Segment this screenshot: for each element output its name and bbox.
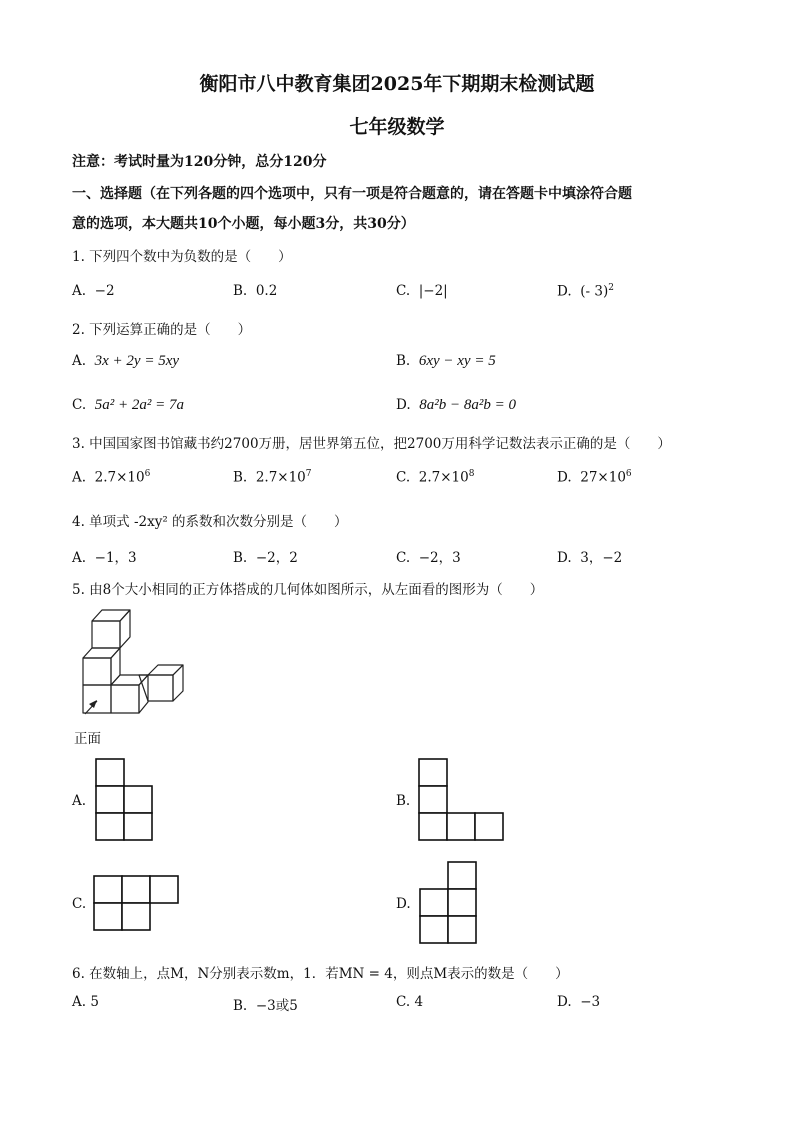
option-label: D. (557, 283, 572, 300)
option-label: C. (72, 397, 87, 413)
option-text: 4 (414, 994, 424, 1010)
q6-option-c[interactable] (396, 994, 423, 1010)
option-text: 2.7×10 (418, 469, 469, 486)
section-heading-line2: 意的选项，本大题共10个小题，每小题3分，共30分） (72, 216, 415, 232)
option-text: −2，3 (418, 550, 461, 566)
question-5-stem: 5. 由8个大小相同的正方体搭成的几何体如图所示，从左面看的图形为（ ） (72, 582, 544, 598)
cube-stack-figure (78, 604, 188, 716)
option-text: −2，2 (255, 550, 298, 566)
q2-option-d[interactable] (396, 397, 516, 414)
option-text: 5a² + 2a² = 7a (94, 397, 184, 413)
question-6-stem: 6. 在数轴上，点M，N分别表示数m，1．若MN = 4，则点M表示的数是（ ） (72, 966, 569, 982)
q5-option-d-label[interactable]: D. (396, 896, 411, 912)
q3-option-d[interactable] (557, 469, 632, 486)
q5-option-d-figure[interactable] (419, 861, 479, 945)
q1-option-c[interactable] (396, 283, 448, 299)
q5-option-a-label[interactable]: A. (72, 793, 87, 809)
option-label: D. (557, 994, 572, 1010)
option-text: |−2| (418, 283, 448, 299)
option-label: A. (72, 283, 87, 299)
option-label: A. (72, 994, 87, 1010)
q1-option-a[interactable] (72, 283, 115, 299)
option-label: D. (557, 469, 572, 486)
front-view-label: 正面 (74, 731, 101, 747)
option-text: (- 3) (580, 283, 609, 300)
option-text: 0.2 (255, 283, 278, 299)
q5-option-b-figure[interactable] (418, 758, 506, 842)
option-exponent: 6 (144, 469, 151, 479)
option-label: C. (396, 469, 411, 486)
option-text: −3 (580, 994, 601, 1010)
q6-option-a[interactable] (72, 994, 99, 1010)
question-1-stem: 1. 下列四个数中为负数的是（ ） (72, 249, 292, 265)
question-4-stem: 4. 单项式 -2xy² 的系数和次数分别是（ ） (72, 514, 348, 530)
option-label: D. (557, 550, 572, 566)
option-label: C. (396, 550, 411, 566)
q5-option-a-figure[interactable] (95, 758, 155, 842)
section-heading-line1: 一、选择题（在下列各题的四个选项中，只有一项是符合题意的，请在答题卡中填涂符合题 (72, 186, 632, 202)
exam-note: 注意：考试时量为120分钟，总分120分 (72, 154, 327, 170)
question-3-stem: 3. 中国国家图书馆藏书约2700万册，居世界第五位，把2700万用科学记数法表示正确的是（ ） (72, 436, 671, 452)
option-text: 6xy − xy = 5 (418, 353, 496, 369)
q5-option-c-label[interactable]: C. (72, 896, 87, 912)
option-label: B. (233, 283, 248, 299)
option-text: −2 (94, 283, 115, 299)
option-label: B. (233, 550, 248, 566)
option-exponent: 8 (468, 469, 475, 479)
q2-option-a[interactable] (72, 353, 179, 370)
page-subtitle: 七年级数学 (349, 116, 445, 138)
option-exponent: 2 (608, 283, 614, 293)
option-text: 3x + 2y = 5xy (94, 353, 180, 369)
option-text: 3，−2 (580, 550, 623, 566)
option-text: −3或5 (255, 998, 298, 1014)
q1-option-b[interactable] (233, 283, 277, 299)
option-label: B. (396, 353, 411, 369)
option-text: 2.7×10 (94, 469, 145, 486)
q6-option-b[interactable] (233, 994, 298, 1014)
option-label: C. (396, 994, 411, 1010)
option-exponent: 6 (625, 469, 632, 479)
option-label: A. (72, 550, 87, 566)
q3-option-b[interactable] (233, 469, 312, 486)
q1-option-d[interactable] (557, 283, 614, 300)
option-label: C. (396, 283, 411, 299)
q3-option-c[interactable] (396, 469, 474, 486)
question-2-stem: 2. 下列运算正确的是（ ） (72, 322, 252, 338)
option-label: A. (72, 353, 87, 369)
q4-option-c[interactable] (396, 546, 461, 566)
q4-option-d[interactable] (557, 546, 622, 566)
option-exponent: 7 (305, 469, 312, 479)
q2-option-b[interactable] (396, 353, 496, 370)
q3-option-a[interactable] (72, 469, 150, 486)
option-text: −1，3 (94, 550, 137, 566)
option-text: 2.7×10 (255, 469, 306, 486)
option-label: B. (233, 998, 248, 1014)
option-text: 5 (90, 994, 99, 1010)
q5-option-c-figure[interactable] (93, 875, 183, 933)
page-title: 衡阳市八中教育集团2025年下期期末检测试题 (199, 73, 595, 95)
option-label: B. (233, 469, 248, 486)
option-label: D. (396, 397, 411, 413)
q2-option-c[interactable] (72, 397, 184, 414)
q4-option-a[interactable] (72, 546, 137, 566)
option-label: A. (72, 469, 87, 486)
q4-option-b[interactable] (233, 546, 298, 566)
option-text: 27×10 (580, 469, 626, 486)
q5-option-b-label[interactable]: B. (396, 793, 411, 809)
option-text: 8a²b − 8a²b = 0 (419, 397, 516, 413)
q6-option-d[interactable] (557, 994, 600, 1010)
